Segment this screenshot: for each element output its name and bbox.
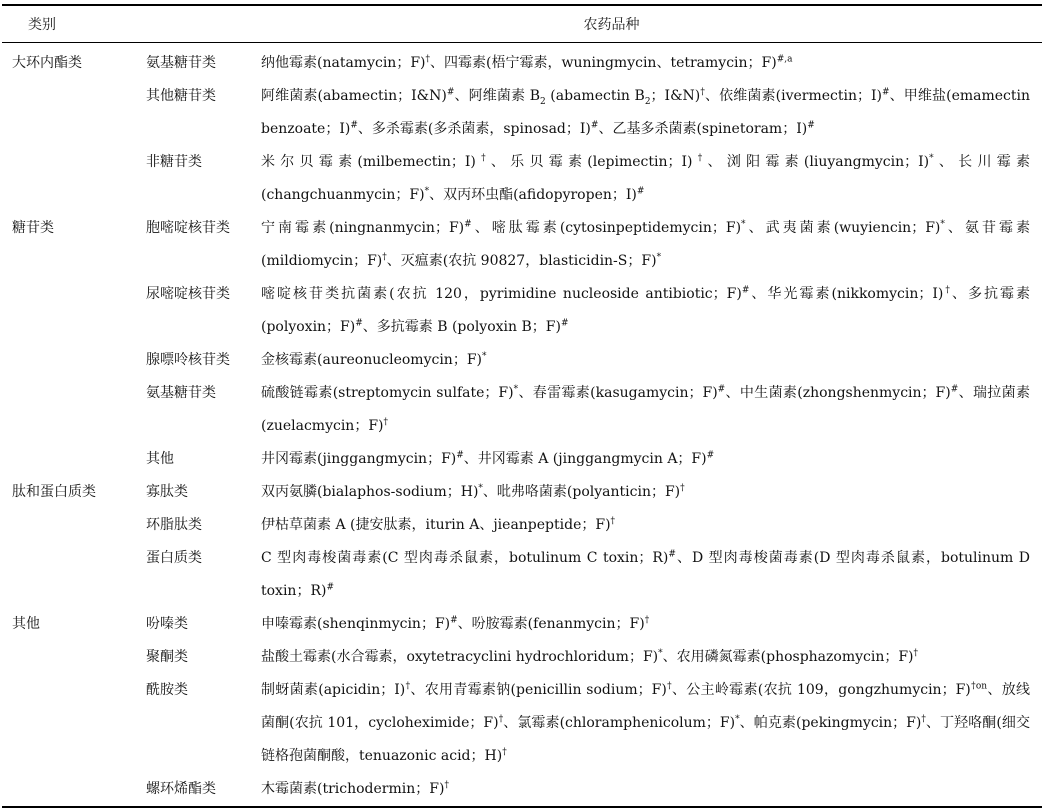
variety-cell: 制蚜菌素(apicidin；I)†、农用青霉素钠(penicillin sodium；F)†、公主岭霉素(农抗 109，gongzhumycin；F)$^{\dagger on}$、放线菌酮(农抗 101，cycloheximide；F)†、氯霉素(chloramphenicolum；F)*、帕克素(pekingmycin；F)†、丁羟咯酮(细交链格孢菌酮酸，tenuazonic acid；H)† — [261, 681, 1031, 764]
category-cell — [2, 146, 136, 212]
table-row — [2, 674, 1042, 773]
subcategory-cell: 氨基糖苷类 — [146, 385, 216, 401]
category-cell — [2, 344, 136, 377]
subcategory-cell: 蛋白质类 — [146, 550, 202, 566]
category-cell: 大环内酯类 — [12, 55, 82, 71]
category-cell — [2, 509, 136, 542]
variety-cell: 井冈霉素(jinggangmycin；F)#、井冈霉素 A (jinggangmycin A；F)# — [261, 450, 715, 467]
category-cell — [2, 773, 136, 806]
table-row — [2, 344, 1042, 377]
variety-cell: 双丙氨膦(bialaphos-sodium；H)*、吡弗咯菌素(polyanticin；F)† — [261, 483, 685, 500]
variety-cell: 米尔贝霉素(milbemectin；I)†、乐贝霉素(lepimectin；I)†、浏阳霉素(liuyangmycin；I)*、长川霉素(changchuanmycin；F)*、双丙环虫酯(afidopyropen；I)# — [261, 153, 1031, 203]
subcategory-cell: 氨基糖苷类 — [146, 55, 216, 71]
category-cell — [2, 443, 136, 476]
variety-cell: C 型肉毒梭菌毒素(C 型肉毒杀鼠素，botulinum C toxin；R)#、D 型肉毒梭菌毒素(D 型肉毒杀鼠素，botulinum D toxin；R)# — [261, 549, 1030, 599]
variety-cell: 纳他霉素(natamycin；F)†、四霉素(梧宁霉素，wuningmycin、tetramycin；F)$^{\#,a}$ — [261, 54, 793, 71]
table-row — [2, 608, 1042, 641]
table-row — [2, 641, 1042, 674]
subcategory-cell: 环脂肽类 — [146, 517, 202, 533]
table-row — [2, 476, 1042, 509]
table-row — [2, 146, 1042, 212]
subcategory-cell: 胞嘧啶核苷类 — [146, 220, 230, 236]
table-row — [2, 212, 1042, 278]
category-cell — [2, 674, 136, 773]
variety-cell: 金核霉素(aureonucleomycin；F)* — [261, 351, 487, 368]
variety-cell: 阿维菌素(abamectin；I&N)#、阿维菌素 $B_2$ (abamectin $B_2$；I&N)†、依维菌素(ivermectin；I)#、甲维盐(emamectin benzoate；I)#、多杀霉素(多杀菌素，spinosad；I)#、乙基多杀菌素(spinetoram；I)# — [261, 87, 1031, 137]
category-cell — [2, 80, 136, 146]
variety-cell: 伊枯草菌素 A (捷安肽素，iturin A、jieanpeptide；F)† — [261, 516, 616, 533]
table-body — [2, 43, 1042, 806]
subcategory-cell: 吩嗪类 — [146, 616, 188, 632]
subcategory-cell: 酰胺类 — [146, 682, 188, 698]
table-row — [2, 47, 1042, 80]
variety-cell: 嘧啶核苷类抗菌素(农抗 120，pyrimidine nucleoside antibiotic；F)#、华光霉素(nikkomycin；I)†、多抗霉素(polyoxin；F)#、多抗霉素 B (polyoxin B；F)# — [261, 285, 1031, 335]
table-row — [2, 443, 1042, 476]
subcategory-cell: 腺嘌呤核苷类 — [146, 352, 230, 368]
table-bottom-rule — [2, 806, 1042, 808]
category-cell: 肽和蛋白质类 — [12, 484, 96, 500]
category-cell — [2, 641, 136, 674]
variety-cell: 木霉菌素(trichodermin；F)† — [261, 780, 449, 797]
table-row — [2, 773, 1042, 806]
pesticide-table — [2, 4, 1042, 808]
table-row — [2, 509, 1042, 542]
table-row — [2, 80, 1042, 146]
table-row — [2, 377, 1042, 443]
subcategory-cell: 螺环烯酯类 — [146, 781, 216, 797]
subcategory-cell: 其他糖苷类 — [146, 88, 216, 104]
category-cell — [2, 542, 136, 608]
variety-cell: 宁南霉素(ningnanmycin；F)#、嘧肽霉素(cytosinpeptidemycin；F)*、武夷菌素(wuyiencin；F)*、氨苷霉素(mildiomycin；F)†、灭瘟素(农抗 90827，blasticidin-S；F)* — [261, 219, 1031, 269]
variety-cell: 硫酸链霉素(streptomycin sulfate；F)*、春雷霉素(kasugamycin；F)#、中生菌素(zhongshenmycin；F)#、瑞拉菌素(zuelacmycin；F)† — [261, 384, 1030, 434]
table-header-row — [2, 6, 1042, 42]
subcategory-cell: 尿嘧啶核苷类 — [146, 286, 230, 302]
table-row — [2, 278, 1042, 344]
table-row — [2, 542, 1042, 608]
category-cell — [2, 278, 136, 344]
category-cell: 其他 — [12, 616, 40, 632]
category-cell: 糖苷类 — [12, 220, 54, 236]
variety-cell: 申嗪霉素(shenqinmycin；F)#、吩胺霉素(fenanmycin；F)† — [261, 615, 650, 632]
subcategory-cell: 聚酮类 — [146, 649, 188, 665]
header-category: 类别 — [28, 17, 56, 33]
category-cell — [2, 377, 136, 443]
subcategory-cell: 非糖苷类 — [146, 154, 202, 170]
subcategory-cell: 其他 — [146, 451, 174, 467]
subcategory-cell: 寡肽类 — [146, 484, 188, 500]
variety-cell: 盐酸土霉素(水合霉素，oxytetracyclini hydrochloridum；F)*、农用磷氮霉素(phosphazomycin；F)† — [261, 648, 919, 665]
header-variety: 农药品种 — [583, 17, 640, 33]
